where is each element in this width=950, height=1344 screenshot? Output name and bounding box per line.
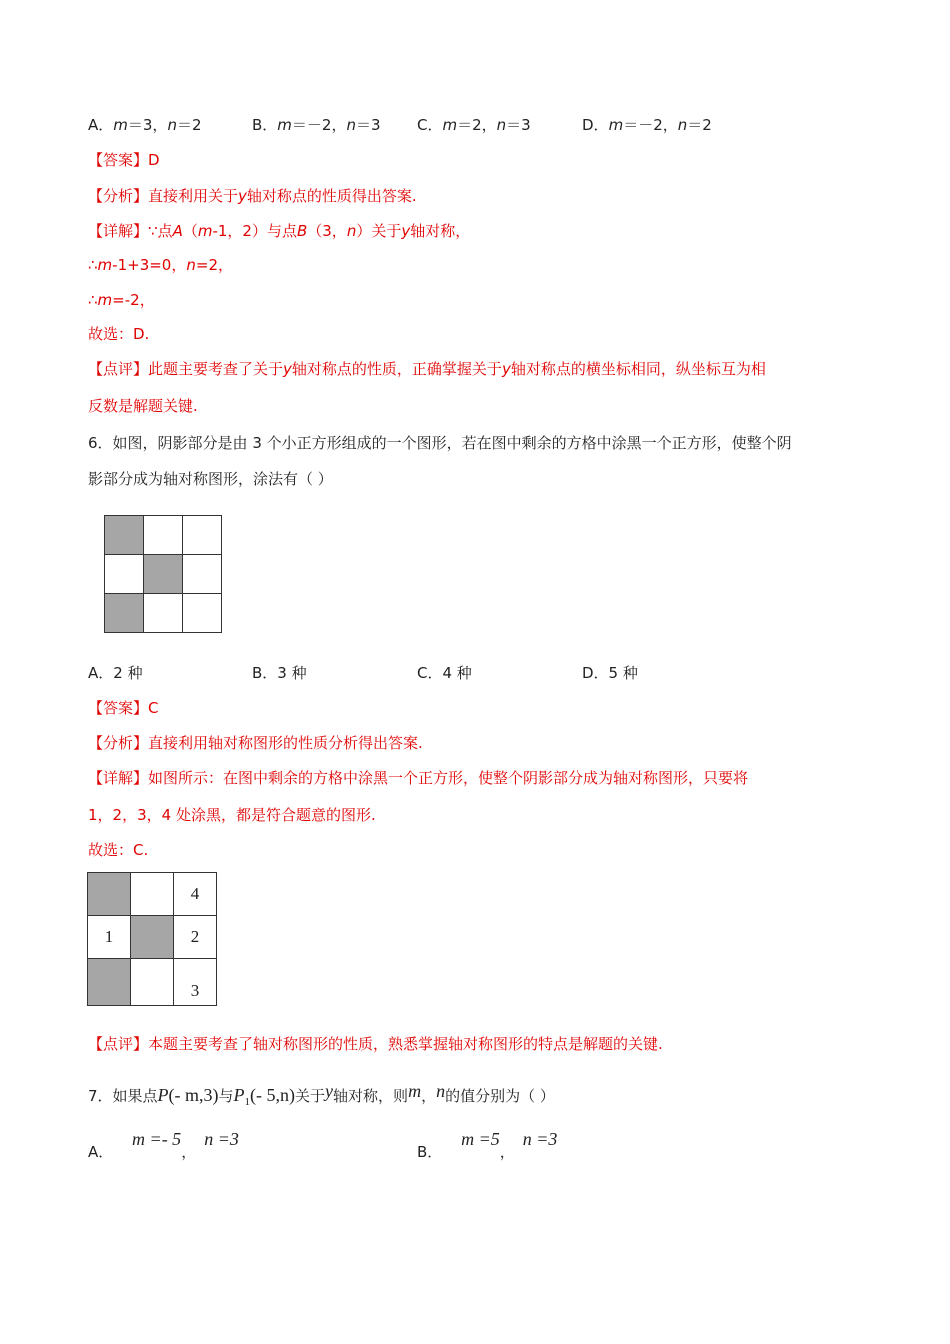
grid-cell-shaded (88, 873, 131, 916)
q5-choice: 故选：D. (88, 325, 150, 343)
grid-cell (183, 594, 222, 633)
q5-answer: 【答案】D (88, 151, 160, 169)
q5-comment-line2: 反数是解题关键. (88, 397, 198, 415)
q6-detail: 【详解】如图所示：在图中剩余的方格中涂黑一个正方形，使整个阴影部分成为轴对称图形，只要将 (88, 769, 749, 787)
q7-stem: 7．如果点P(- m,3)与$P_1(-$ 5,n)关于y轴对称，则m，n的值分别为（ ） (88, 1081, 555, 1108)
grid-cell (131, 959, 174, 1006)
q7-option-a: A． m =- 5，n =3 (88, 1129, 239, 1161)
grid-cell (144, 516, 183, 555)
q5-option-c: C．m＝2，n＝3 (417, 116, 531, 134)
q6-choice: 故选：C. (88, 841, 149, 859)
grid-cell-shaded (88, 959, 131, 1006)
q5-detail: 【详解】∵点A（m-1，2）与点B（3，n）关于y轴对称， (88, 222, 471, 240)
q5-option-b: B．m＝－2，n＝3 (252, 116, 381, 134)
q6-analysis: 【分析】直接利用轴对称图形的性质分析得出答案. (88, 734, 423, 752)
grid-cell-shaded (131, 916, 174, 959)
q5-option-d: D．m＝－2，n＝2 (582, 116, 712, 134)
q5-analysis: 【分析】直接利用关于y轴对称点的性质得出答案. (88, 187, 417, 205)
point-p1: P (233, 1085, 245, 1105)
q5-step1: ∴m-1+3=0，n=2， (88, 256, 233, 274)
grid-cell (144, 594, 183, 633)
point-p: P (157, 1085, 169, 1105)
q6-option-b: B．3 种 (252, 664, 307, 682)
q5-step2: ∴m=-2， (88, 291, 155, 309)
q6-figure-grid (104, 515, 222, 633)
grid-cell-label-4: 4 (174, 873, 217, 916)
q6-solution-grid (87, 872, 217, 1006)
q5-option-a: A．m＝3，n＝2 (88, 116, 202, 134)
grid-cell-shaded (144, 555, 183, 594)
q6-stem-line1: 6．如图，阴影部分是由 3 个小正方形组成的一个图形，若在图中剩余的方格中涂黑一个正方形，使整个阴 (88, 434, 792, 452)
grid-cell-shaded (105, 594, 144, 633)
grid-cell-shaded (105, 516, 144, 555)
grid-cell (105, 555, 144, 594)
q6-detail-line2: 1，2，3，4 处涂黑，都是符合题意的图形. (88, 806, 376, 824)
grid-cell-label-3: 3 (174, 959, 217, 1006)
q6-option-c: C．4 种 (417, 664, 472, 682)
grid-cell (131, 873, 174, 916)
q6-comment: 【点评】本题主要考查了轴对称图形的性质，熟悉掌握轴对称图形的特点是解题的关键. (88, 1035, 663, 1053)
q6-option-a: A．2 种 (88, 664, 143, 682)
grid-cell (183, 555, 222, 594)
grid-cell-label-1: 1 (88, 916, 131, 959)
q5-comment: 【点评】此题主要考查了关于y轴对称点的性质，正确掌握关于y轴对称点的横坐标相同，纵坐标互为相 (88, 360, 766, 378)
grid-cell (183, 516, 222, 555)
q7-option-b: B． m =5，n =3 (417, 1129, 558, 1161)
q6-answer: 【答案】C (88, 699, 159, 717)
grid-cell-label-2: 2 (174, 916, 217, 959)
q6-stem-line2: 影部分成为轴对称图形，涂法有（ ） (88, 470, 333, 488)
q6-option-d: D．5 种 (582, 664, 638, 682)
